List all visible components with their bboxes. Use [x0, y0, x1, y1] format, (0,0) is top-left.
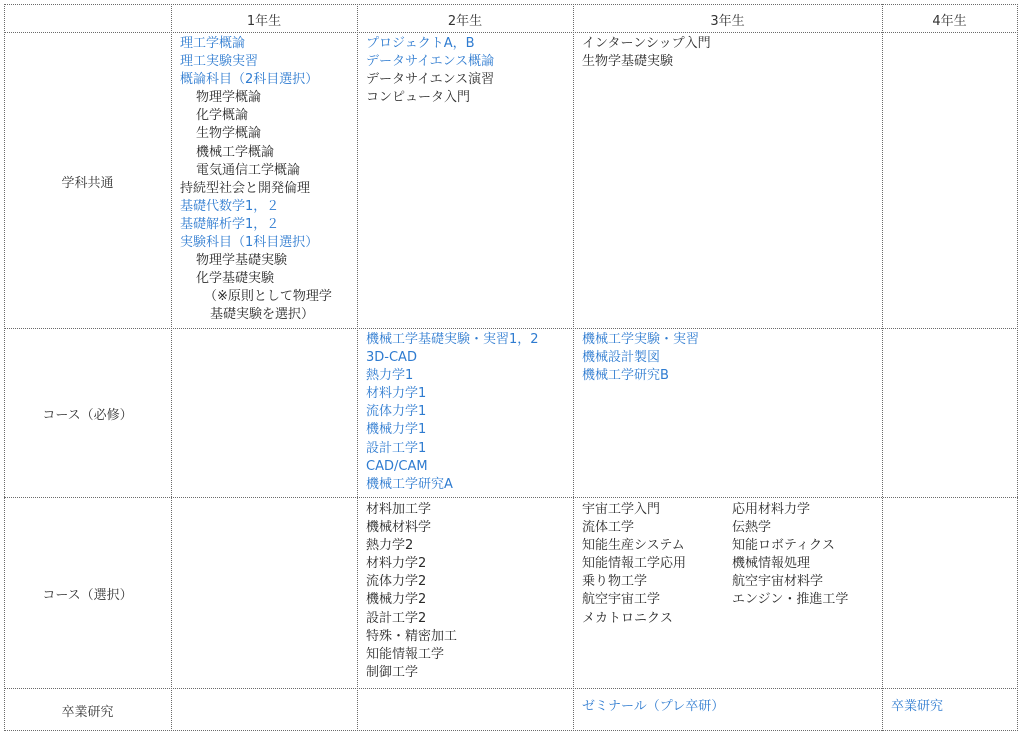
header-year-2: 2年生 — [447, 14, 483, 29]
course-item: 電気通信工学概論 — [196, 162, 301, 178]
table-border-right — [1017, 4, 1018, 731]
curriculum-table — [4, 4, 1018, 731]
cell-required-year3 — [582, 331, 699, 385]
table-border-top — [4, 4, 1018, 5]
row-label-thesis: 卒業研究 — [61, 705, 114, 720]
course-item: 宇宙工学入門 — [582, 502, 661, 517]
cell-common-year1 — [180, 35, 332, 325]
course-item: 機械力学2 — [366, 592, 427, 608]
course-item: 航空宇宙工学 — [582, 592, 661, 608]
course-item: 機械工学基礎実験・実習1，2 — [366, 332, 539, 347]
course-item: 機械設計製図 — [582, 350, 661, 366]
cell-common-year2 — [366, 35, 494, 107]
course-item: 物理学概論 — [196, 90, 262, 106]
course-item: インターンシップ入門 — [582, 36, 711, 51]
course-item: コンピュータ入門 — [366, 90, 471, 106]
course-item: 熱力学2 — [366, 538, 414, 554]
course-item: 機械工学実験・実習 — [582, 332, 700, 347]
course-item: 材料加工学 — [366, 502, 432, 517]
row-label-elective: コース（選択） — [42, 588, 133, 603]
course-item: 流体力学1 — [366, 404, 427, 420]
row-label-required: コース（必修） — [42, 408, 133, 423]
course-item: 特殊・精密加工 — [366, 628, 458, 644]
course-item: 基礎解析学1，２ — [180, 216, 280, 232]
course-item: メカトロニクス — [582, 610, 673, 626]
course-item: 機械情報処理 — [732, 556, 811, 572]
course-item: 材料力学2 — [366, 556, 427, 572]
course-item: 航空宇宙材料学 — [732, 574, 824, 590]
header-year-4: 4年生 — [932, 14, 967, 29]
table-border-bottom — [4, 730, 1018, 731]
course-item: 物理学基礎実験 — [196, 253, 288, 269]
course-item: エンジン・推進工学 — [732, 592, 849, 608]
cell-common-year3 — [582, 35, 711, 71]
course-item: データサイエンス演習 — [366, 72, 495, 88]
cell-elective-year2 — [366, 501, 457, 682]
column-divider — [573, 4, 574, 731]
course-item: 知能情報工学応用 — [582, 556, 687, 572]
column-divider — [357, 4, 358, 731]
course-item: 設計工学1 — [366, 440, 427, 456]
table-border-left — [4, 4, 5, 731]
course-item: 基礎実験を選択） — [210, 307, 315, 323]
course-item: （※原則として物理学 — [204, 289, 332, 305]
column-divider — [171, 4, 172, 731]
course-item: 生物学概論 — [196, 126, 262, 142]
cell-elective-year3-left — [582, 501, 686, 628]
course-item: 機械材料学 — [366, 520, 432, 536]
course-item: データサイエンス概論 — [366, 54, 495, 70]
course-item: 機械工学研究B — [582, 368, 669, 384]
course-item: 知能情報工学 — [366, 646, 445, 662]
course-item: ゼミナール（プレ卒研） — [582, 699, 725, 714]
course-item: 制御工学 — [366, 664, 419, 680]
course-item: 機械力学1 — [366, 422, 427, 438]
course-item: 熱力学1 — [366, 368, 414, 384]
course-item: 応用材料力学 — [732, 502, 811, 517]
course-item: 基礎代数学1，２ — [180, 198, 280, 214]
course-item: 卒業研究 — [891, 699, 944, 714]
header-year-1: 1年生 — [246, 14, 282, 29]
course-item: 理工実験実習 — [180, 54, 259, 70]
course-item: 設計工学2 — [366, 610, 427, 626]
course-item: 概論科目（2科目選択） — [180, 72, 319, 88]
course-item: CAD/CAM — [366, 458, 428, 474]
row-divider — [4, 497, 1018, 498]
course-item: 乗り物工学 — [582, 574, 648, 590]
course-item: プロジェクトA，B — [366, 36, 475, 51]
cell-elective-year3-right — [732, 501, 848, 610]
course-item: 化学基礎実験 — [196, 271, 275, 287]
course-item: 機械工学研究A — [366, 476, 453, 492]
course-item: 材料力学1 — [366, 386, 427, 402]
course-item: 流体工学 — [582, 520, 635, 536]
cell-required-year2 — [366, 331, 539, 494]
course-item: 伝熱学 — [732, 520, 772, 536]
course-item: 知能生産システム — [582, 538, 685, 554]
course-item: 実験科目（1科目選択） — [180, 235, 319, 251]
course-item: 持続型社会と開発倫理 — [180, 180, 311, 196]
cell-thesis-year4 — [891, 698, 943, 716]
cell-thesis-year3 — [582, 698, 724, 716]
row-label-common: 学科共通 — [61, 176, 114, 191]
row-divider — [4, 688, 1018, 689]
course-item: 化学概論 — [196, 108, 249, 124]
row-divider — [4, 328, 1018, 329]
course-item: 知能ロボティクス — [732, 538, 835, 554]
course-item: 生物学基礎実験 — [582, 54, 674, 70]
course-item: 3D-CAD — [366, 350, 417, 366]
header-year-3: 3年生 — [710, 14, 745, 29]
column-divider — [882, 4, 883, 731]
course-item: 機械工学概論 — [196, 144, 275, 160]
course-item: 流体力学2 — [366, 574, 427, 590]
row-divider — [4, 32, 1018, 33]
course-item: 理工学概論 — [180, 36, 246, 51]
